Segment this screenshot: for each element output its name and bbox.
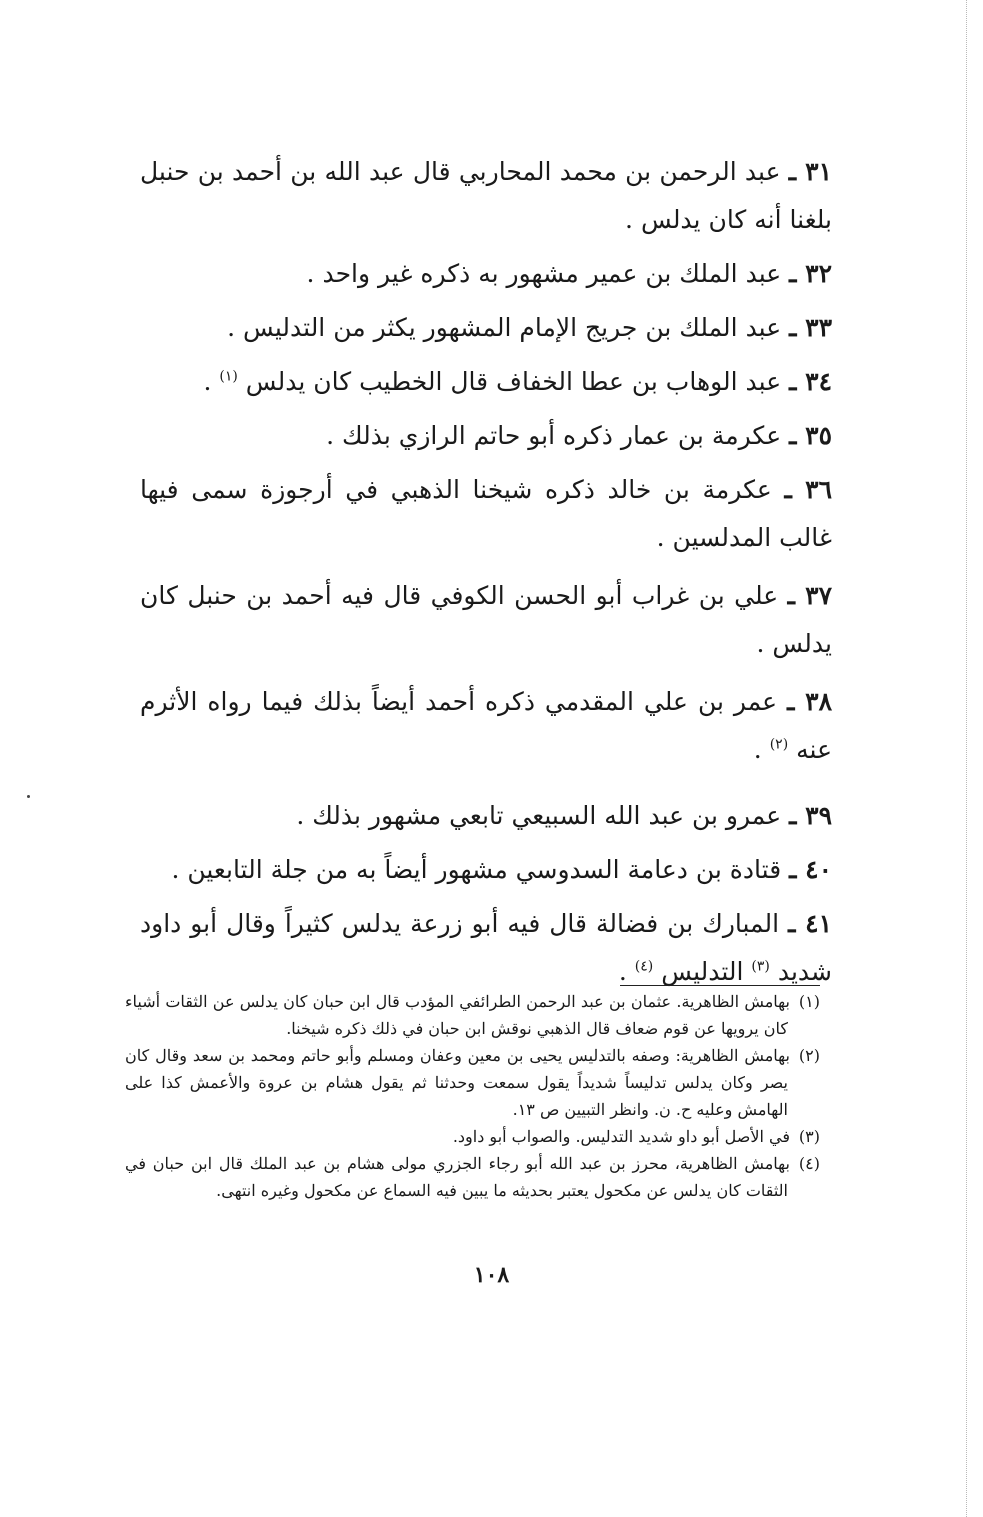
entry-number: ٣٩ ـ bbox=[789, 801, 832, 830]
page-number: ١٠٨ bbox=[473, 1262, 510, 1288]
footnote-number: (٢) bbox=[798, 1046, 820, 1065]
footnote-ref: (٢) bbox=[769, 736, 789, 753]
entry-number: ٣٤ ـ bbox=[789, 367, 832, 396]
footnotes bbox=[125, 988, 820, 1204]
entry-34 bbox=[140, 358, 832, 406]
entry-text: عكرمة بن عمار ذكره أبو حاتم الرازي بذلك . bbox=[326, 421, 782, 450]
entry-text: عبد الملك بن عمير مشهور به ذكره غير واحد . bbox=[306, 259, 782, 288]
footnote-1 bbox=[125, 988, 820, 1042]
footnote-text: في الأصل أبو داو شديد التدليس. والصواب أبو داود. bbox=[452, 1127, 790, 1146]
footnote-number: (٤) bbox=[798, 1154, 820, 1173]
footnote-text: بهامش الظاهرية: وصفه بالتدليس يحيى بن معين وعفان ومسلم وأبو حاتم ومحمد بن سعد وقال كان يصر وكان يدلس تدليساً شديداً يقول سمعت وحدثنا ثم يقول هشام بن عروة والأعمش كذا على الهامش وعليه ح. ن. وانظر التبيين ص ١٣. bbox=[125, 1046, 790, 1119]
footnote-divider bbox=[620, 985, 820, 986]
entry-text: عمرو بن عبد الله السبيعي تابعي مشهور بذلك . bbox=[296, 801, 782, 830]
entry-33 bbox=[140, 304, 832, 352]
entry-text: عبد الملك بن جريج الإمام المشهور يكثر من التدليس . bbox=[227, 313, 782, 342]
entry-number: ٣٣ ـ bbox=[789, 313, 832, 342]
entry-tail: . bbox=[618, 957, 635, 986]
footnote-3 bbox=[125, 1123, 820, 1150]
scan-speck bbox=[27, 795, 30, 798]
entry-32 bbox=[140, 250, 832, 298]
entry-36 bbox=[140, 466, 832, 562]
footnote-number: (٣) bbox=[798, 1127, 820, 1146]
footnote-number: (١) bbox=[798, 992, 820, 1011]
footnote-ref: (١) bbox=[219, 368, 238, 385]
entry-text: قتادة بن دعامة السدوسي مشهور أيضاً به من جلة التابعين . bbox=[171, 855, 782, 884]
entry-text: المبارك بن فضالة قال فيه أبو زرعة يدلس كثيراً وقال أبو داود شديد bbox=[140, 909, 832, 986]
entry-number: ٣٦ ـ bbox=[784, 475, 833, 504]
entry-number: ٤٠ ـ bbox=[789, 855, 832, 884]
entry-35 bbox=[140, 412, 832, 460]
entry-39 bbox=[140, 792, 832, 840]
entry-40 bbox=[140, 846, 832, 894]
entry-text: عمر بن علي المقدمي ذكره أحمد أيضاً بذلك فيما رواه الأثرم عنه bbox=[140, 687, 832, 764]
entry-text: علي بن غراب أبو الحسن الكوفي قال فيه أحمد بن حنبل كان يدلس . bbox=[140, 581, 832, 658]
entry-41 bbox=[140, 900, 832, 996]
footnote-text: بهامش الظاهرية، محرز بن عبد الله أبو رجاء الجزري مولى هشام بن عبد الملك قال ابن حبان في الثقات كان يدلس عن مكحول يعتبر بحديثه ما يبين فيه السماع عن مكحول وغيره انتهى. bbox=[125, 1154, 790, 1200]
entry-number: ٣٥ ـ bbox=[789, 421, 832, 450]
entry-mid: التدليس bbox=[661, 957, 752, 986]
entry-number: ٤١ ـ bbox=[788, 909, 833, 938]
footnote-text: بهامش الظاهرية. عثمان بن عبد الرحمن الطرائفي المؤدب قال ابن حبان كان يدلس عن الثقات أشياء كان يرويها عن قوم ضعاف قال الذهبي نوقش ابن حبان في ذلك ذكره شيخنا. bbox=[125, 992, 790, 1038]
entry-text: عبد الوهاب بن عطا الخفاف قال الخطيب كان يدلس bbox=[245, 367, 782, 396]
footnote-ref: (٤) bbox=[634, 958, 654, 975]
entry-38 bbox=[140, 678, 832, 774]
entry-number: ٣٨ ـ bbox=[787, 687, 832, 716]
scan-edge-line bbox=[966, 0, 967, 1517]
entry-text: عكرمة بن خالد ذكره شيخنا الذهبي في أرجوزة سمى فيها غالب المدلسين . bbox=[140, 475, 832, 552]
main-text bbox=[140, 148, 832, 996]
footnote-2 bbox=[125, 1042, 820, 1123]
entry-37 bbox=[140, 572, 832, 668]
footnote-4 bbox=[125, 1150, 820, 1204]
footnote-ref: (٣) bbox=[751, 958, 770, 975]
entry-31 bbox=[140, 148, 832, 244]
entry-text: عبد الرحمن بن محمد المحاربي قال عبد الله بن أحمد بن حنبل بلغنا أنه كان يدلس . bbox=[140, 157, 832, 234]
entry-number: ٣٢ ـ bbox=[789, 259, 832, 288]
entry-tail: . bbox=[753, 735, 770, 764]
entry-tail: . bbox=[203, 367, 220, 396]
entry-number: ٣٧ ـ bbox=[787, 581, 832, 610]
entry-number: ٣١ ـ bbox=[788, 157, 832, 186]
